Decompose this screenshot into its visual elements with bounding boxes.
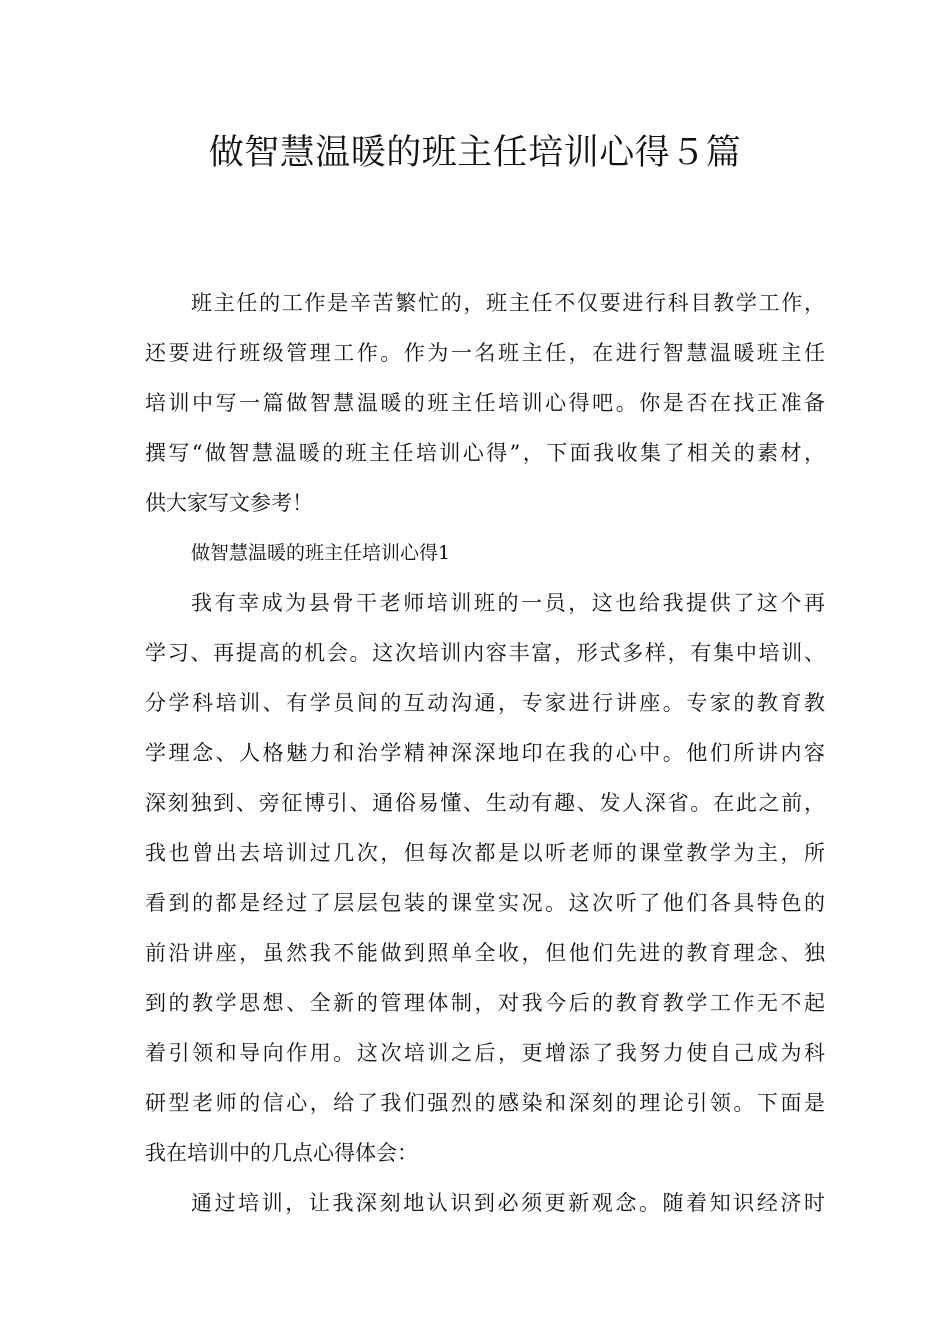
paragraph-line: 前沿讲座，虽然我不能做到照单全收，但他们先进的教育理念、独 — [145, 941, 825, 965]
paragraph-line: 还要进行班级管理工作。作为一名班主任，在进行智慧温暖班主任 — [145, 341, 825, 365]
paragraph-line: 供大家写文参考！ — [145, 491, 313, 515]
paragraph-line: 班主任的工作是辛苦繁忙的，班主任不仅要进行科目教学工作， — [191, 291, 825, 315]
paragraph-line: 我也曾出去培训过几次，但每次都是以听老师的课堂教学为主，所 — [145, 841, 825, 865]
document-title: 做智慧温暖的班主任培训心得５篇 — [208, 133, 742, 173]
paragraph-line: 我在培训中的几点心得体会： — [145, 1141, 418, 1165]
paragraph-line: 培训中写一篇做智慧温暖的班主任培训心得吧。你是否在找正准备 — [145, 391, 825, 415]
paragraph-line: 撰写“做智慧温暖的班主任培训心得”，下面我收集了相关的素材， — [145, 441, 825, 465]
paragraph-line: 学习、再提高的机会。这次培训内容丰富，形式多样，有集中培训、 — [145, 641, 825, 665]
paragraph-line: 学理念、人格魅力和治学精神深深地印在我的心中。他们所讲内容 — [145, 741, 825, 765]
paragraph-line: 分学科培训、有学员间的互动沟通，专家进行讲座。专家的教育教 — [145, 691, 825, 715]
paragraph-line: 着引领和导向作用。这次培训之后，更增添了我努力使自己成为科 — [145, 1041, 825, 1065]
section-heading: 做智慧温暖的班主任培训心得1 — [191, 542, 451, 564]
paragraph-line: 深刻独到、旁征博引、通俗易懂、生动有趣、发人深省。在此之前， — [145, 791, 825, 815]
paragraph-line: 到的教学思想、全新的管理体制，对我今后的教育教学工作无不起 — [145, 991, 825, 1015]
paragraph-line: 我有幸成为县骨干老师培训班的一员，这也给我提供了这个再 — [191, 591, 825, 615]
paragraph-line: 研型老师的信心，给了我们强烈的感染和深刻的理论引领。下面是 — [145, 1091, 825, 1115]
document-body — [145, 278, 825, 1228]
paragraph-line: 看到的都是经过了层层包装的课堂实况。这次听了他们各具特色的 — [145, 891, 825, 915]
paragraph-line: 通过培训，让我深刻地认识到必须更新观念。随着知识经济时 — [191, 1191, 825, 1215]
